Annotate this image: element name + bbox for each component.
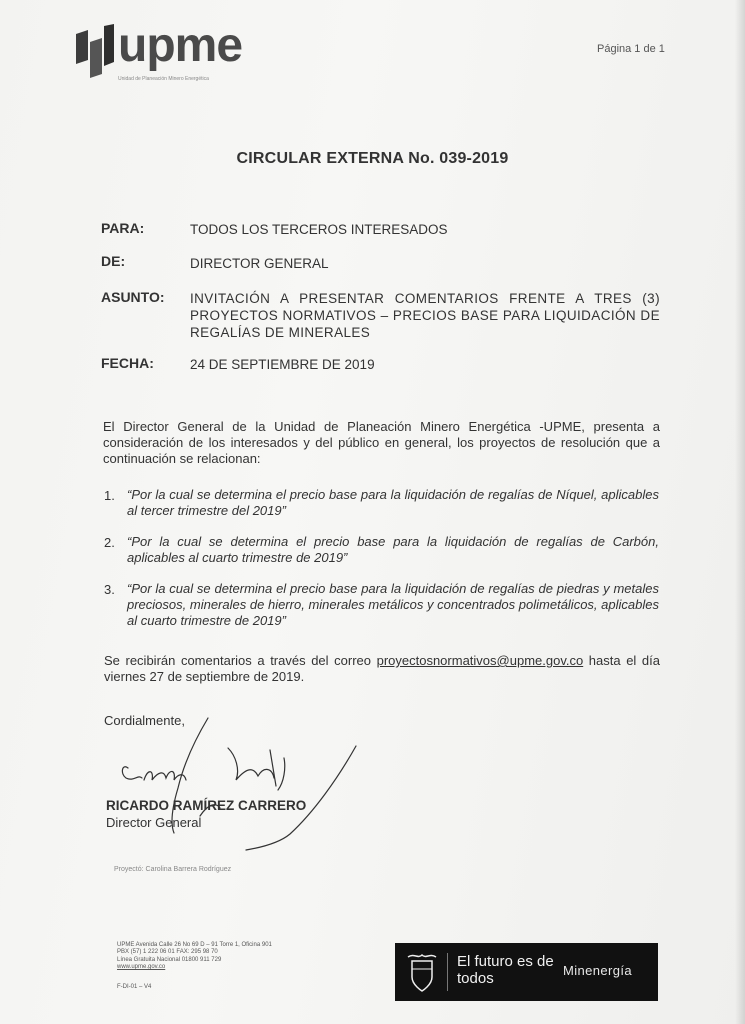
address-line: UPME Avenida Calle 26 No 69 D – 91 Torre 1, Oficina 901 — [117, 942, 272, 948]
signer-name: RICARDO RAMÍREZ CARRERO — [106, 798, 307, 813]
comments-paragraph — [104, 653, 660, 685]
asunto-value: INVITACIÓN A PRESENTAR COMENTARIOS FRENTE A TRES (3) PROYECTOS NORMATIVOS – PRECIOS BASE PARA LIQUIDACIÓN DE REGALÍAS DE MINERALES — [190, 291, 660, 340]
item-1-number: 1. — [104, 488, 115, 503]
projected-by-note: Proyectó: Carolina Barrera Rodríguez — [114, 866, 232, 873]
fecha-value: 24 DE SEPTIEMBRE DE 2019 — [190, 357, 375, 372]
document-title: CIRCULAR EXTERNA No. 039-2019 — [236, 150, 509, 167]
comments-suffix: hasta el día viernes 27 de septiembre de 2019. — [104, 653, 660, 684]
salutation: Cordialmente, — [104, 713, 185, 728]
de-label: DE: — [101, 253, 126, 269]
de-value: DIRECTOR GENERAL — [190, 256, 329, 271]
comments-email-link[interactable]: proyectosnormativos@upme.gov.co — [376, 653, 584, 668]
address-line: PBX (57) 1 222 06 01 FAX: 295 98 70 — [117, 949, 218, 956]
para-value: TODOS LOS TERCEROS INTERESADOS — [190, 222, 448, 237]
item-2-number: 2. — [104, 535, 115, 550]
para-label: PARA: — [101, 220, 145, 236]
website-link[interactable]: www.upme.gov.co — [117, 964, 166, 971]
upme-logo-subtitle: Unidad de Planeación Minero Energética — [118, 76, 209, 82]
comments-prefix: Se recibirán comentarios a través del correo — [104, 653, 377, 668]
upme-logo — [74, 20, 244, 86]
form-code: F-DI-01 – V4 — [117, 984, 152, 990]
item-2-text: “Por la cual se determina el precio base para la liquidación de regalías de Carbón, aplicables al cuarto trimestre de 2019” — [127, 534, 659, 565]
upme-logo-text: upme — [118, 19, 243, 72]
asunto-label: ASUNTO: — [101, 289, 165, 305]
intro-paragraph: El Director General de la Unidad de Planeación Minero Energética -UPME, presenta a consideración de los interesados y del público en general, los proyectos de resolución que a continuación se relacionan: — [103, 419, 660, 466]
signer-role: Director General — [106, 815, 202, 830]
footer-address — [117, 942, 272, 972]
government-banner — [395, 943, 658, 1001]
colombia-coat-of-arms-icon — [404, 951, 440, 993]
banner-slogan: El futuro es de todos — [457, 953, 554, 987]
item-3-number: 3. — [104, 582, 115, 597]
address-line: Línea Gratuita Nacional 01800 911 729 — [117, 956, 222, 963]
banner-separator — [447, 953, 448, 991]
upme-logo-mark-icon — [74, 22, 116, 82]
item-1-text: “Por la cual se determina el precio base para la liquidación de regalías de Níquel, aplicables al tercer trimestre del 2019” — [127, 487, 659, 518]
fecha-label: FECHA: — [101, 355, 154, 371]
handwritten-signature — [108, 708, 388, 858]
page-number: Página 1 de 1 — [597, 43, 665, 55]
item-3-text: “Por la cual se determina el precio base para la liquidación de regalías de piedras y metales preciosos, minerales de hierro, minerales metálicos y concentrados polimetálicos, aplicables al cuarto trimestre de 2019” — [127, 581, 659, 628]
minenergia-brand: Minenergía — [563, 963, 633, 978]
